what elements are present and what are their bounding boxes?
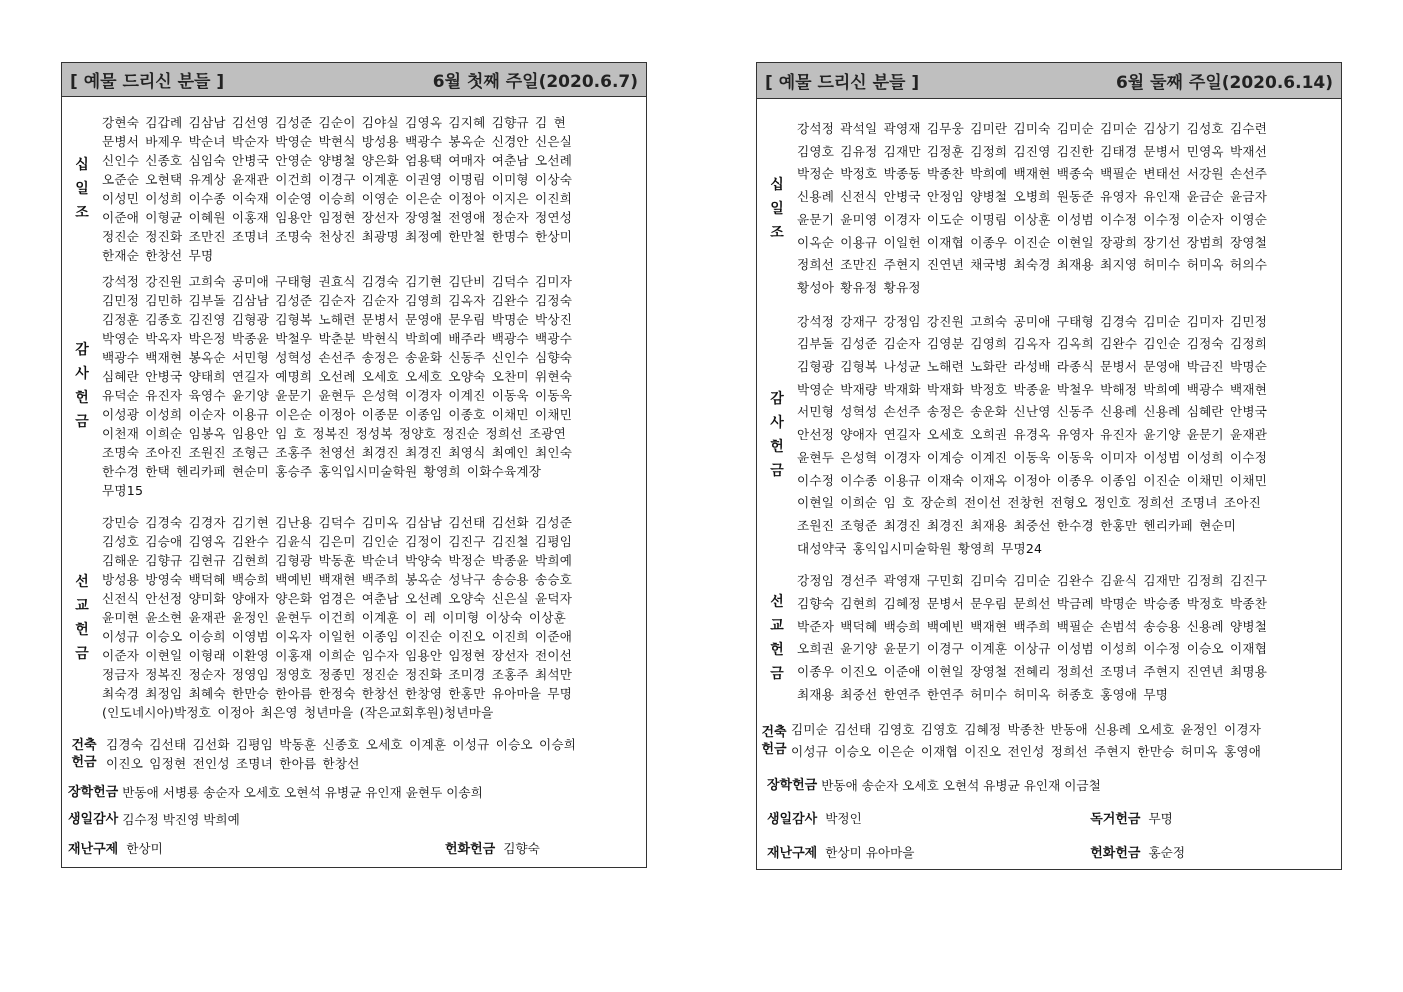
panel-header	[757, 63, 1341, 99]
row-names: 한상미 유아마을	[825, 844, 915, 860]
section-names: 강민승 김경숙 김경자 김기현 김난용 김덕수 김미옥 김삼남 김선태 김선화 김성준 김성호 김승애 김영옥 김완수 김윤식 김은미 김인순 김정이 김진구 김진철 김평임 김해운 김향규 김현규 김현희 김형광 박동훈 박순녀 박양숙 박정순 박종윤 박희예 방성용 방영숙 백덕혜 백승희 백예빈 백재현 백주희 봉옥순 성낙구 송승용 송승호 신전식 안선정 양미화 양애자 양은화 엄경은 여춘남 오선례 오양숙 신은실 윤덕자 윤미현 윤소현 윤재관 윤정인 윤현두 이건희 이계훈 이 레 이미형 이상숙 이상훈 이성규 이승오 이승희 이영범 이옥자 이일헌 이종임 이진순 이진오 이진희 이준애 이준자 이현일 이형래 이환영 이홍재 이희순 임수자 임용안 임정현 장선자 전이선 정금자 정복진 정순자 정영임 정영호 정종민 정진순 정진화 조미경 조홍주 최석만 최숙경 최정임 최혜숙 한만승 한아름 한정숙 한창선 한창영 한홍만 유아마을 무명 (인도네시아)박정호 이정아 최은영 청년마을 (작은교회후원)청년마을	[102, 515, 573, 720]
row-birthday-dokgeo	[757, 809, 1341, 829]
row-flower	[357, 839, 646, 859]
row-birthday	[62, 810, 646, 829]
row-label: 장학헌금	[68, 785, 119, 800]
row-scholarship	[757, 776, 1341, 795]
row-label: 헌화헌금	[1090, 845, 1141, 861]
section-label: 십 일 조	[75, 157, 89, 221]
row-flower	[1090, 843, 1341, 863]
row-names: 반동애 서병룡 송순자 오세호 오현석 유병균 유인재 윤현두 이송희	[122, 785, 483, 800]
section-names: 강석정 곽석일 곽영재 김무웅 김미란 김미숙 김미순 김미순 김상기 김성호 김수련 김영호 김유정 김재만 김정훈 김정희 김진영 김진한 김태경 문병서 민영옥 박재선 박정순 박정호 박종동 박종찬 박희예 백재현 백종숙 백필순 변태선 서강원 손선주 신용례 신전식 안병국 안정임 양병철 오병희 원동준 유영자 유인재 윤금순 윤금자 윤문기 윤미영 이경자 이도순 이명림 이상훈 이성범 이수정 이수정 이순자 이영순 이옥순 이용규 이일헌 이재협 이종우 이진순 이현일 장광희 장기선 장범희 장영철 정희선 조만진 주현지 진연년 채국병 최숙경 최재용 최지영 허미수 허미옥 허의수 황성아 황유정 황유정	[797, 121, 1268, 295]
section-names: 강정임 경선주 곽영재 구민회 김미숙 김미순 김완수 김윤식 김재만 김정희 김진구 김향숙 김현희 김혜정 문병서 문우림 문희선 박금례 박명순 박승종 박정호 박종찬 박준자 백덕혜 백승희 백예빈 백재현 백주희 백필순 손범석 송승용 신용례 양병철 오희권 윤기양 윤문기 이경구 이계훈 이상규 이성범 이성희 이수정 이승오 이재협 이종우 이진오 이준애 이현일 장영철 전혜리 정희선 조명녀 주현지 진연년 최명용 최재용 최중선 한연주 한연주 허미수 허미옥 허종호 홍영애 무명	[797, 573, 1268, 702]
row-disaster	[767, 843, 1090, 863]
section-thanks	[757, 311, 1341, 561]
offering-list-week1	[61, 62, 647, 868]
section-label: 선 교 헌 금	[75, 573, 89, 662]
row-label: 생일감사	[767, 811, 818, 827]
section-names: 김경숙 김선태 김선화 김평임 박동훈 신종호 오세호 이계훈 이성규 이승오 이승희 이진오 임정현 전인성 조명녀 한아름 한창선	[106, 737, 577, 771]
row-label: 헌화헌금	[445, 842, 496, 857]
panel-date: 6월 첫째 주일(2020.6.7)	[432, 72, 638, 92]
row-disaster-flower	[757, 843, 1341, 863]
row-label: 재난구제	[68, 842, 119, 857]
section-label: 감 사 헌 금	[75, 342, 89, 430]
offering-list-week2	[756, 62, 1342, 870]
row-names: 한상미	[126, 841, 163, 856]
section-tithe	[757, 118, 1341, 300]
row-label: 장학헌금	[767, 777, 818, 793]
row-names: 박정인	[825, 810, 862, 826]
row-names: 무명	[1148, 810, 1173, 826]
section-mission	[62, 513, 646, 722]
panel-date: 6월 둘째 주일(2020.6.14)	[1115, 73, 1333, 93]
row-label: 독거헌금	[1090, 811, 1141, 827]
row-names: 반동애 송순자 오세호 오현석 유병균 유인재 이금철	[821, 777, 1101, 793]
section-label: 십 일 조	[770, 176, 784, 241]
row-disaster	[68, 839, 357, 859]
section-label: 건축 헌금	[71, 738, 97, 770]
row-birthday	[767, 809, 1090, 829]
section-building	[62, 735, 646, 773]
section-label: 건축 헌금	[761, 725, 787, 758]
panel-title: [ 예물 드리신 분들 ]	[765, 73, 920, 93]
row-names: 김수정 박진영 박희예	[122, 812, 240, 827]
section-thanks	[62, 272, 646, 500]
section-mission	[757, 570, 1341, 706]
section-label: 선 교 헌 금	[770, 594, 784, 683]
section-names: 강현숙 김갑례 김삼남 김선영 김성준 김순이 김야실 김영옥 김지혜 김향규 김 현 문병서 바제우 박순녀 박순자 박영순 박현식 방성용 백광수 봉옥순 신경안 신은실 신인수 신종호 심임숙 안병국 안영순 양병철 양은화 엄용택 여매자 여춘남 오선례 오준순 오현택 유계상 윤재관 이건희 이경구 이계훈 이권영 이명림 이미형 이상숙 이성민 이성희 이수종 이숙재 이순영 이승희 이영순 이은순 이정아 이지은 이진희 이준애 이형균 이혜원 이홍재 임용안 임정현 장선자 장영철 전영애 정순자 정연성 정진순 정진화 조만진 조명녀 조명숙 천상진 최광명 최정예 한만철 한명수 한상미 한재순 한창선 무명	[102, 115, 573, 263]
row-names: 김향숙	[503, 841, 540, 856]
row-dokgeo	[1090, 809, 1341, 829]
row-disaster-flower	[62, 839, 646, 859]
row-names: 홍순정	[1148, 844, 1185, 860]
section-names: 김미순 김선태 김영호 김영호 김혜정 박종찬 반동애 신용례 오세호 윤정인 이경자 이성규 이승오 이은순 이재협 이진오 전인성 정희선 주현지 한만승 허미옥 홍영애	[791, 721, 1262, 760]
row-label: 재난구제	[767, 845, 818, 861]
section-label: 감 사 헌 금	[770, 391, 784, 480]
section-names: 강석정 강진원 고희숙 공미애 구태형 권효식 김경숙 김기현 김단비 김덕수 김미자 김민정 김민하 김부돌 김삼남 김성준 김순자 김순자 김영희 김옥자 김완수 김정숙 김정훈 김종호 김진영 김형광 김형복 노해련 문병서 문영애 문우림 박명순 박상진 박영순 박옥자 박은정 박종윤 박철우 박춘분 박현식 박희예 배주라 백광수 백광수 백광수 백재현 봉옥순 서민형 성혁성 손선주 송정은 송윤화 신동주 신인수 심향숙 심혜란 안병국 양태희 연길자 예명희 오선례 오세호 오세호 오양숙 오찬미 위현숙 유덕순 유진자 육영수 윤기양 윤문기 윤현두 은성혁 이경자 이계진 이동욱 이동욱 이성광 이성희 이순자 이용규 이은순 이정아 이종문 이종임 이종호 이채민 이채민 이천재 이희순 임봉옥 임용안 임 호 정복진 정성복 정양호 정진순 정희선 조광연 조명숙 조아진 조원진 조형근 조홍주 천영선 최경진 최경진 최영식 최예인 최인숙 한수경 한택 헨리카페 현순미 홍승주 홍익입시미술학원 황영희 이화수육계장 무명15	[102, 274, 573, 498]
section-building	[757, 719, 1341, 764]
row-scholarship	[62, 783, 646, 802]
panel-header	[62, 63, 646, 97]
row-label: 생일감사	[68, 812, 119, 827]
section-tithe	[62, 113, 646, 265]
panel-title: [ 예물 드리신 분들 ]	[70, 72, 225, 92]
section-names: 강석정 강재구 강정임 강진원 고희숙 공미애 구태형 김경숙 김미순 김미자 김민정 김부돌 김성준 김순자 김영분 김영희 김옥자 김옥희 김완수 김인순 김정숙 김정희 김형광 김형복 나성균 노해련 노화란 라성배 라종식 문병서 문영애 박금진 박명순 박영순 박재량 박재화 박재화 박정호 박종윤 박철우 박해정 박희예 백광수 백재현 서민형 성혁성 손선주 송정은 송운화 신난영 신동주 신용례 신용례 심혜란 안병국 안선정 양애자 연길자 오세호 오희권 유경옥 유영자 유진자 윤기양 윤문기 윤재관 윤현두 은성혁 이경자 이계승 이계진 이동욱 이동욱 이미자 이성범 이성희 이수정 이수정 이수종 이용규 이재숙 이재옥 이정아 이종우 이종임 이진순 이채민 이채민 이현일 이희순 임 호 장순희 전이선 전창헌 전형오 정인호 정희선 조명녀 조아진 조원진 조형준 최경진 최경진 최재용 최중선 한수경 한홍만 헨리카페 현순미 대성약국 홍익입시미술학원 황영희 무명24	[797, 313, 1268, 556]
